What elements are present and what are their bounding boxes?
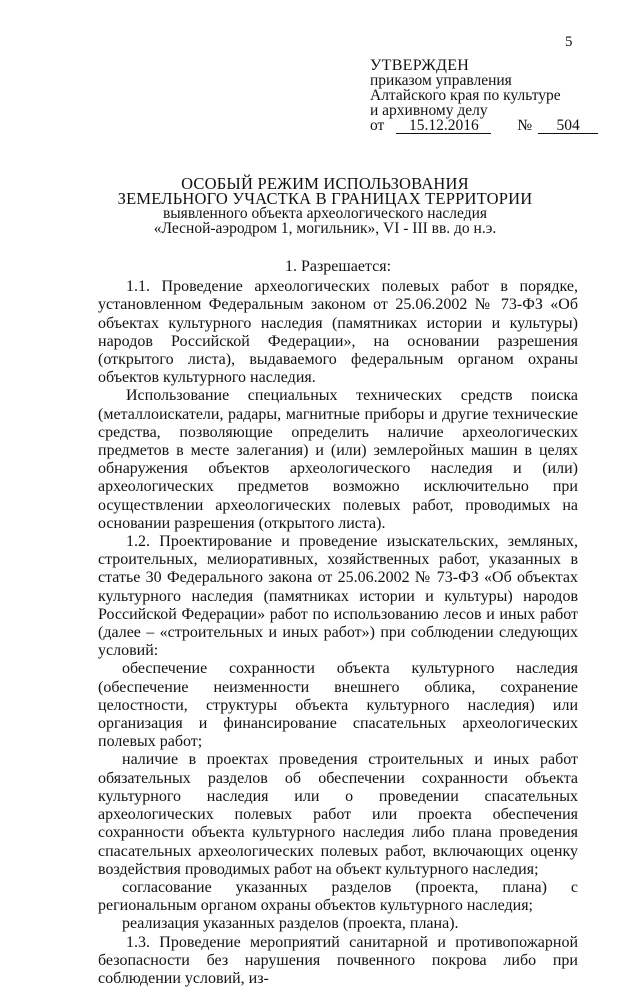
condition-4: реализация указанных разделов (проекта, плана). (122, 915, 459, 933)
number-prefix: № (517, 117, 533, 134)
heading-line-2: ЗЕМЕЛЬНОГО УЧАСТКА В ГРАНИЦАХ ТЕРРИТОРИИ (117, 189, 533, 208)
approval-line-2: Алтайского края по культуре (370, 87, 561, 104)
date-prefix: от (370, 117, 385, 134)
page-number: 5 (565, 34, 573, 50)
approval-title: УТВЕРЖДЕН (370, 57, 470, 74)
paragraph-1-3: 1.3. Проведение мероприятий санитарной и противопожарной безопасности без нарушения почвенного покрова либо при соблюдении условий, из- (98, 933, 578, 987)
approval-line-1: приказом управления (370, 72, 512, 89)
approval-block (370, 58, 630, 134)
document-heading (105, 176, 545, 236)
heading-line-3: выявленного объекта археологического наследия (162, 205, 488, 222)
paragraph-technical-means: Использование специальных технических средств поиска (металлоискатели, радары, магнитные приборы и другие технические средства, позволяющие определить наличие археологических предметов в месте залегания) и (или) землеройных машин в целях обнаружения объектов археологического наследия и (или) археологических предметов возможно исключительно при осуществлении археологических полевых работ, проводимых на основании разрешения (открытого листа). (98, 387, 578, 532)
approval-line-3: и архивному делу (370, 102, 488, 119)
paragraph-1-2: 1.2. Проектирование и проведение изыскательских, земляных, строительных, мелиоративных, хозяйственных работ, указанных в статье 30 Федерального закона от 25.06.2002 № 73-ФЗ «Об объектах культурного наследия (памятниках истории и культуры) народов Российской Федерации» работ по использованию лесов и иных работ (далее – «строительных и иных работ») при соблюдении следующих условий: (98, 533, 578, 660)
paragraph-1-1: 1.1. Проведение археологических полевых работ в порядке, установленном Федеральным законом от 25.06.2002 № 73-ФЗ «Об объектах культурного наследия (памятниках истории и культуры) народов Российской Федерации», на основании разрешения (открытого листа), выдаваемого федеральным органом охраны объектов культурного наследия. (98, 278, 578, 387)
heading-line-1: ОСОБЫЙ РЕЖИМ ИСПОЛЬЗОВАНИЯ (181, 174, 469, 193)
approval-date: 15.12.2016 (396, 118, 491, 134)
condition-2: наличие в проектах проведения строительных и иных работ обязательных разделов об обеспечении сохранности объекта культурного наследия или о проведении спасательных археологических полевых работ или проекта обеспечения сохранности объекта культурного наследия либо плана проведения спасательных археологических полевых работ, включающих оценку воздействия проводимых работ на объект культурного наследия; (98, 751, 578, 878)
document-body (98, 258, 578, 988)
approval-date-row (370, 118, 630, 134)
approval-number: 504 (538, 118, 598, 134)
heading-line-4: «Лесной-аэродром 1, могильник», VI - III вв. до н.э. (153, 220, 497, 237)
condition-1: обеспечение сохранности объекта культурного наследия (обеспечение неизменности внешнего облика, сохранение целостности, структуры объекта культурного наследия) или организация и финансирование спасательных археологических полевых работ; (98, 660, 578, 751)
condition-3: согласование указанных разделов (проекта, плана) с региональным органом охраны объектов культурного наследия; (98, 878, 578, 915)
section-title: 1. Разрешается: (284, 258, 392, 275)
